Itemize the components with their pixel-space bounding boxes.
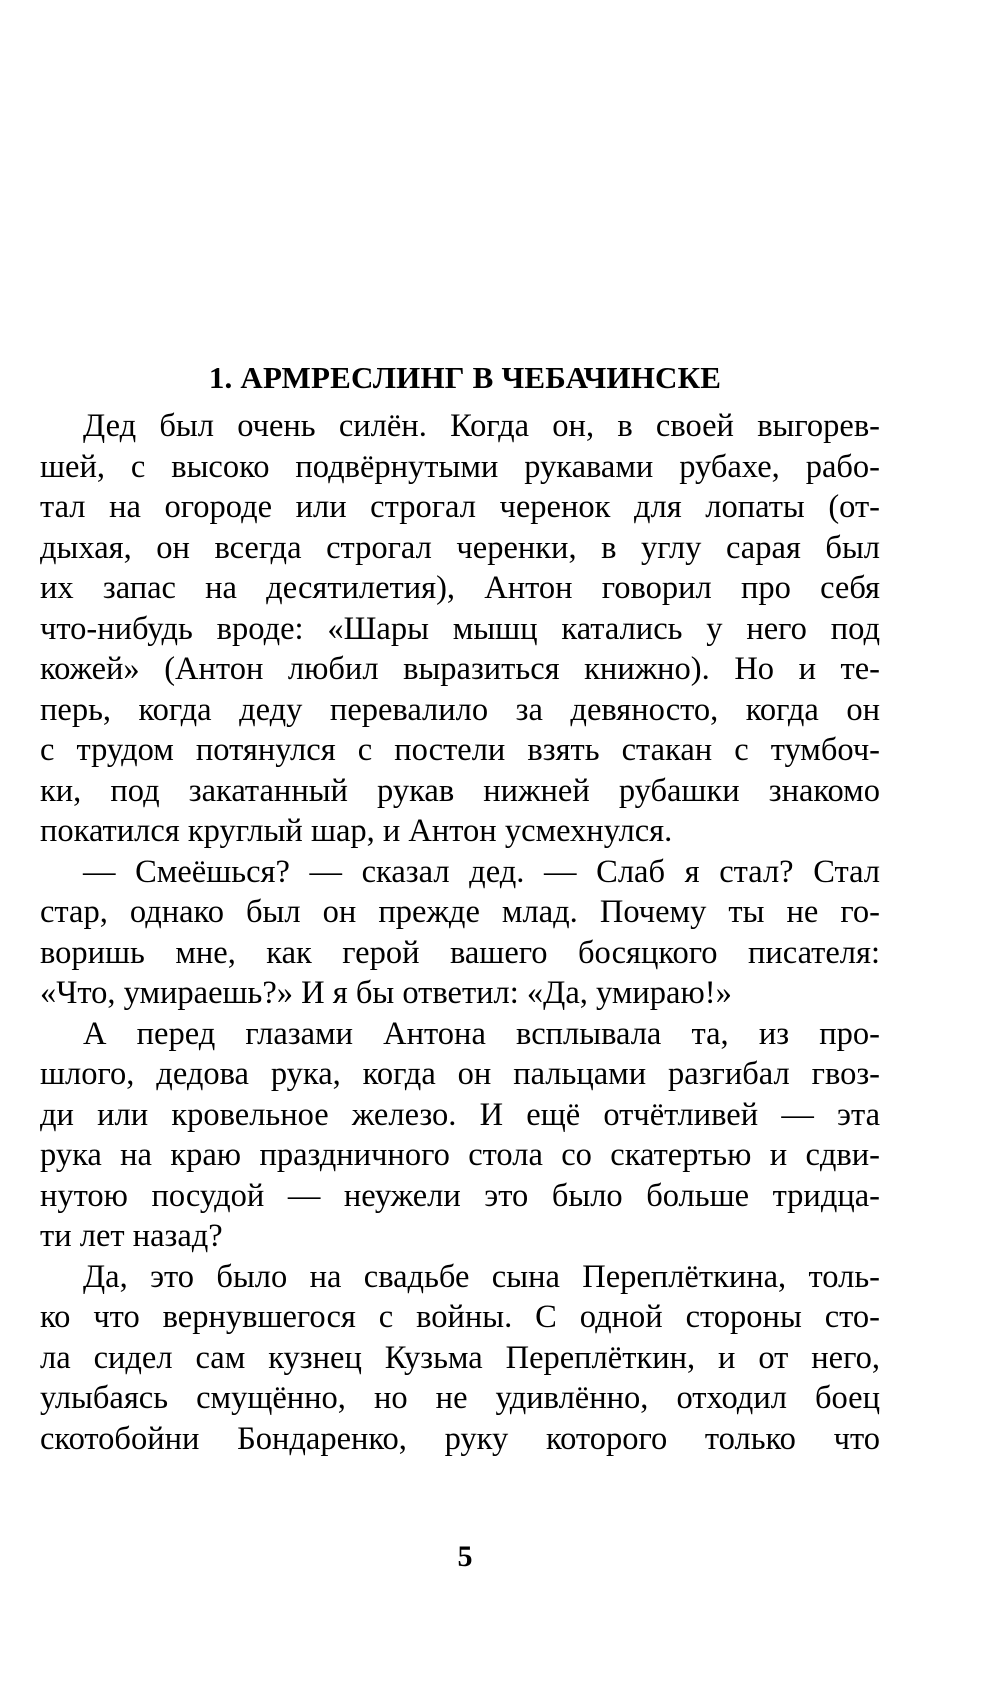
- text-line: покатился круглый шар, и Антон усмехнулся.: [40, 813, 673, 849]
- text-line: ти лет назад?: [40, 1218, 223, 1254]
- text-line: перь, когда деду перевалило за девяносто, когда он: [40, 691, 880, 728]
- text-line: ла сидел сам кузнец Кузьма Переплёткин, и от него,: [40, 1339, 880, 1376]
- text-line: шлого, дедова рука, когда он пальцами разгибал гвоз-: [40, 1056, 880, 1092]
- text-line: воришь мне, как герой вашего босяцкого писателя:: [40, 934, 880, 971]
- text-line: — Смеёшься? — сказал дед. — Слаб я стал? Стал: [83, 853, 880, 890]
- text-line: скотобойни Бондаренко, руку которого только что: [40, 1420, 880, 1457]
- text-line: А перед глазами Антона всплывала та, из про-: [83, 1015, 880, 1052]
- page-number: 5: [457, 1540, 473, 1573]
- text-line: «Что, умираешь?» И я бы ответил: «Да, умираю!»: [40, 975, 732, 1011]
- text-line: ко что вернувшегося с войны. С одной стороны сто-: [40, 1299, 880, 1335]
- text-line: ки, под закатанный рукав нижней рубашки знакомо: [40, 772, 880, 809]
- body-text: [40, 406, 880, 1459]
- text-line: рука на краю праздничного стола со скатертью и сдви-: [40, 1137, 880, 1173]
- text-line: ди или кровельное железо. И ещё отчётливей — эта: [40, 1096, 880, 1133]
- text-line: их запас на десятилетия), Антон говорил про себя: [40, 570, 880, 606]
- text-line: что-нибудь вроде: «Шары мышц катались у него под: [40, 610, 880, 647]
- text-line: улыбаясь смущённо, но не удивлённо, отходил боец: [40, 1380, 880, 1416]
- text-line: кожей» (Антон любил выразиться книжно). Но и те-: [40, 651, 880, 687]
- text-line: с трудом потянулся с постели взять стакан с тумбоч-: [40, 732, 880, 768]
- text-line: тал на огороде или строгал черенок для лопаты (от-: [40, 489, 880, 525]
- text-line: Дед был очень силён. Когда он, в своей выгорев-: [83, 408, 880, 444]
- text-line: дыхая, он всегда строгал черенки, в углу сарая был: [40, 529, 880, 566]
- chapter-title: 1. АРМРЕСЛИНГ В ЧЕБАЧИНСКЕ: [208, 360, 722, 395]
- text-line: Да, это было на свадьбе сына Переплёткина, толь-: [83, 1258, 880, 1295]
- text-line: нутою посудой — неужели это было больше тридца-: [40, 1177, 880, 1214]
- text-line: шей, с высоко подвёрнутыми рукавами рубахе, рабо-: [40, 448, 880, 485]
- text-line: стар, однако был он прежде млад. Почему ты не го-: [40, 894, 880, 930]
